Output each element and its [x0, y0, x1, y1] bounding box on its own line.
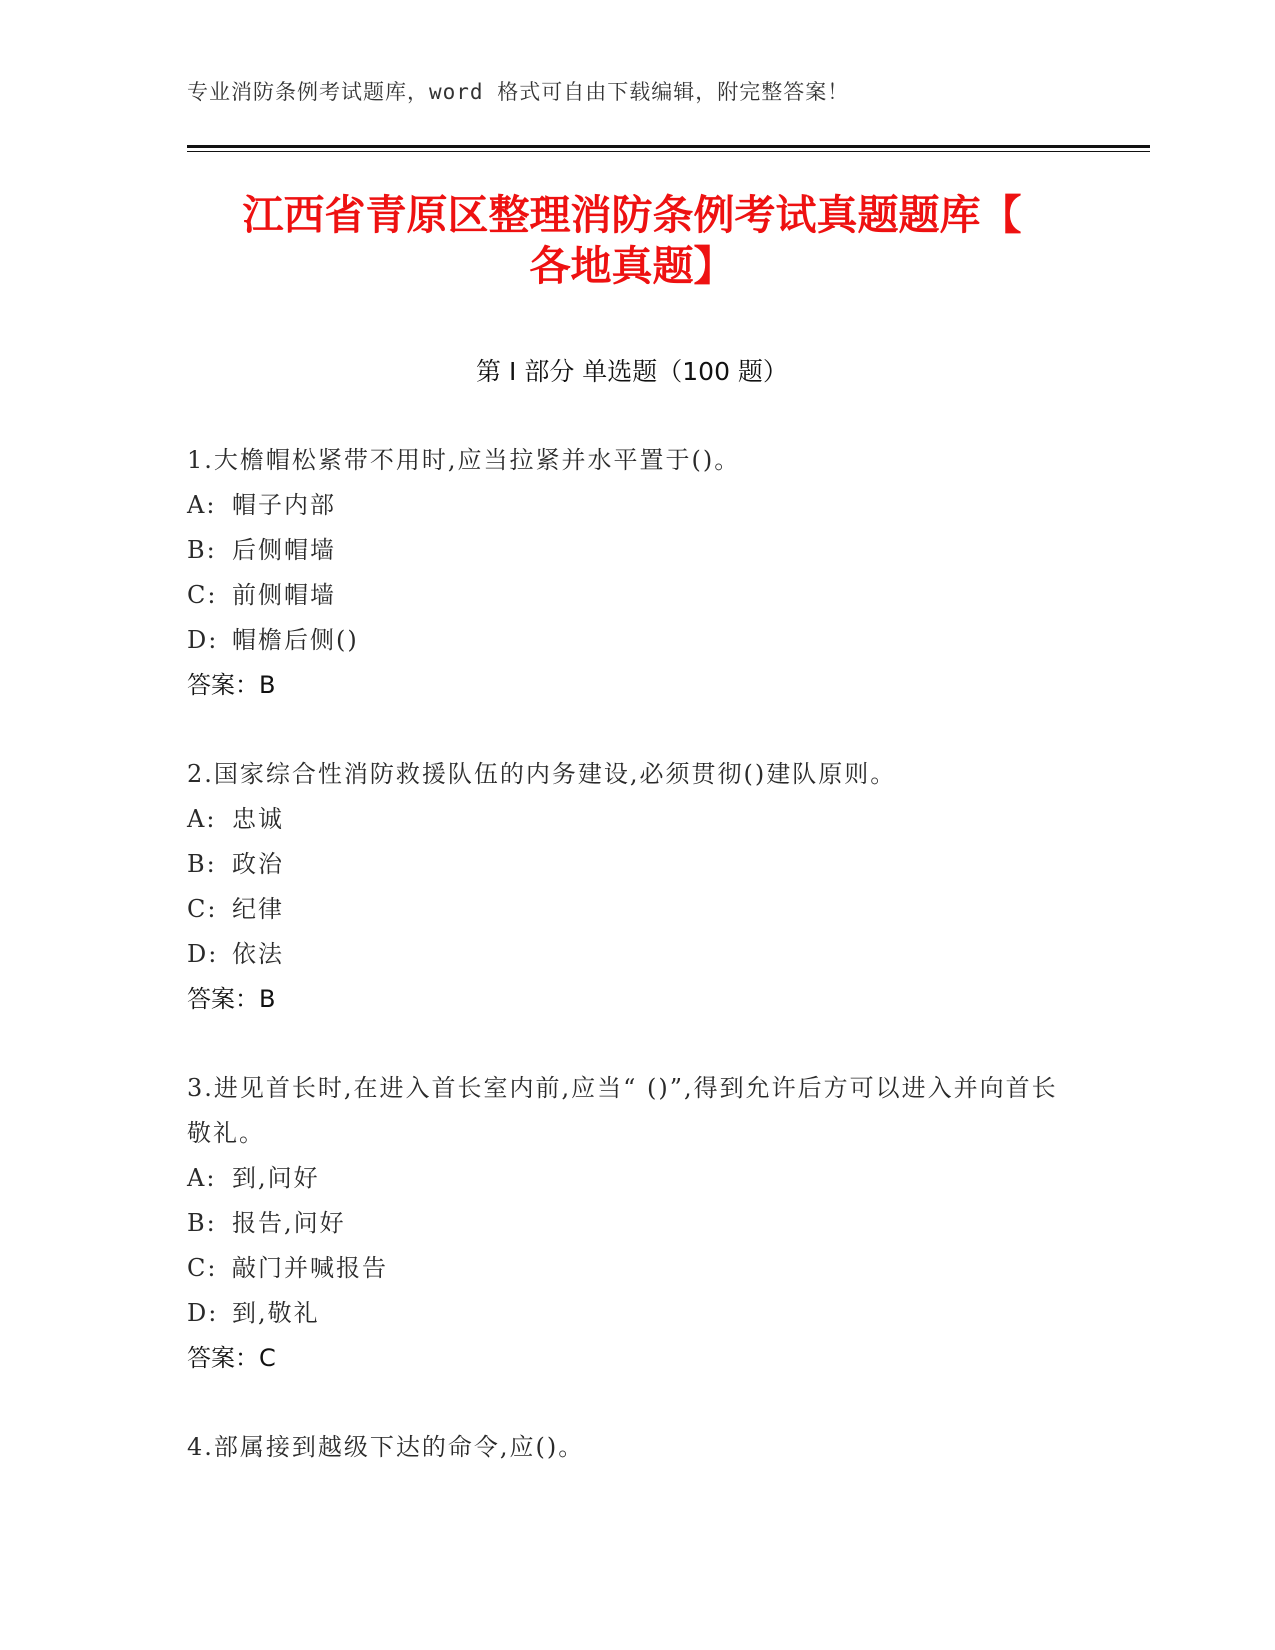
document-title-line-1: 江西省青原区整理消防条例考试真题题库【 — [242, 191, 1022, 239]
option-text: 到,敬礼 — [232, 1299, 320, 1327]
option-a — [187, 483, 1067, 528]
question-2 — [187, 752, 1067, 1022]
option-text: 纪律 — [232, 895, 284, 923]
option-text: 依法 — [232, 940, 284, 968]
option-text: 到,问好 — [232, 1164, 320, 1192]
option-text: 帽子内部 — [232, 491, 336, 519]
option-d — [187, 1291, 1067, 1336]
option-a — [187, 797, 1067, 842]
option-letter: A: — [187, 805, 217, 833]
option-letter: D: — [187, 940, 219, 968]
option-c — [187, 1246, 1067, 1291]
option-letter: D: — [187, 626, 219, 654]
question-stem: 1.大檐帽松紧带不用时,应当拉紧并水平置于()。 — [187, 446, 741, 474]
question-stem: 4.部属接到越级下达的命令,应()。 — [187, 1433, 585, 1461]
option-d — [187, 618, 1067, 663]
question-stem: 3.进见首长时,在进入首长室内前,应当“ ()”,得到允许后方可以进入并向首长敬礼。 — [187, 1074, 1058, 1147]
option-b — [187, 528, 1067, 573]
option-c — [187, 887, 1067, 932]
option-c — [187, 573, 1067, 618]
option-text: 后侧帽墙 — [232, 536, 336, 564]
option-letter: C: — [187, 895, 218, 923]
option-b — [187, 842, 1067, 887]
answer-line: 答案：B — [187, 985, 276, 1013]
section-title: 第 I 部分 单选题（100 题） — [476, 357, 788, 386]
question-3 — [187, 1066, 1067, 1381]
option-letter: C: — [187, 581, 218, 609]
option-letter: C: — [187, 1254, 218, 1282]
question-list — [187, 438, 1067, 1514]
header-note: 专业消防条例考试题库，word 格式可自由下载编辑，附完整答案！ — [187, 80, 850, 104]
option-d — [187, 932, 1067, 977]
question-stem: 2.国家综合性消防救援队伍的内务建设,必须贯彻()建队原则。 — [187, 760, 897, 788]
header-rule-thin — [187, 151, 1150, 152]
question-1 — [187, 438, 1067, 708]
answer-line: 答案：B — [187, 671, 276, 699]
option-letter: D: — [187, 1299, 219, 1327]
answer-line: 答案：C — [187, 1344, 276, 1372]
option-letter: B: — [187, 850, 217, 878]
option-text: 帽檐后侧() — [232, 626, 359, 654]
option-b — [187, 1201, 1067, 1246]
header-rule-thick — [187, 145, 1150, 148]
document-title-line-2: 各地真题】 — [529, 242, 735, 290]
option-a — [187, 1156, 1067, 1201]
option-text: 敲门并喊报告 — [232, 1254, 388, 1282]
option-text: 报告,问好 — [232, 1209, 346, 1237]
document-title — [187, 190, 1077, 292]
option-text: 政治 — [232, 850, 284, 878]
question-4 — [187, 1425, 1067, 1470]
option-letter: A: — [187, 1164, 217, 1192]
option-text: 忠诚 — [232, 805, 284, 833]
option-letter: A: — [187, 491, 217, 519]
option-letter: B: — [187, 1209, 217, 1237]
option-letter: B: — [187, 536, 217, 564]
option-text: 前侧帽墙 — [232, 581, 336, 609]
